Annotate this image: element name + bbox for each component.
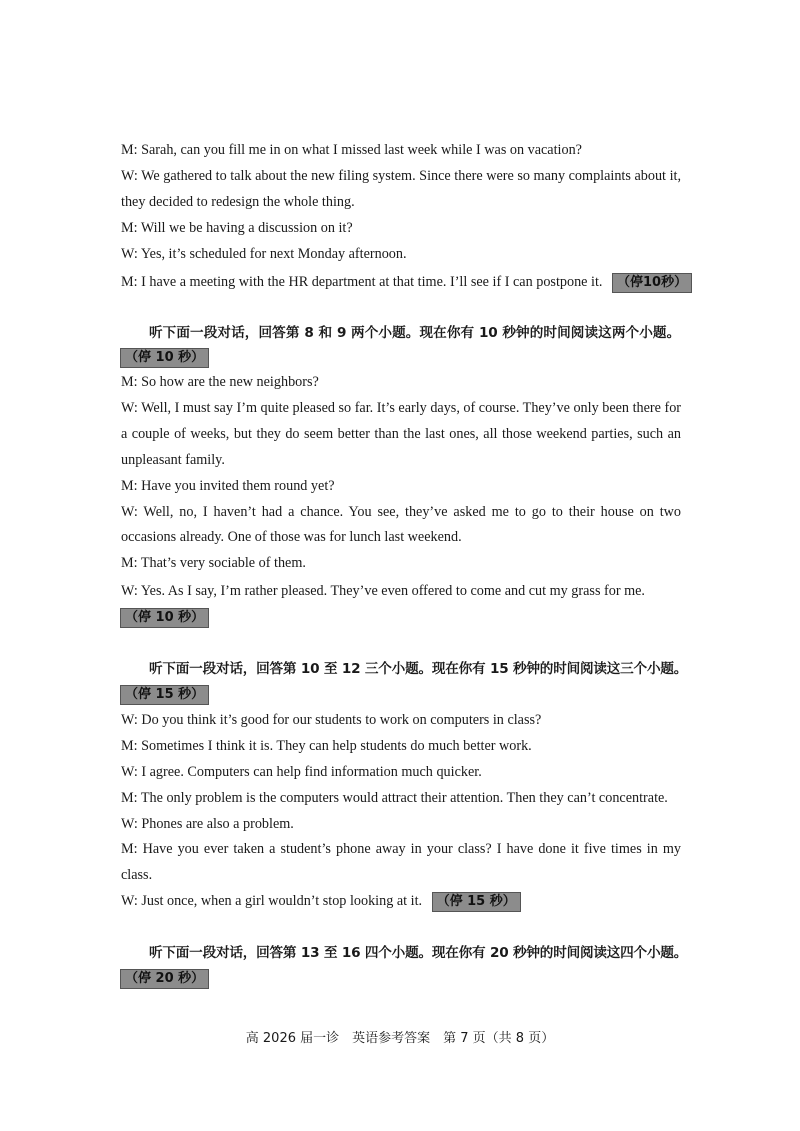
dialog-line: M: Sometimes I think it is. They can help students do much better work.	[121, 738, 532, 754]
dialog-line-text: W: Just once, when a girl wouldn’t stop looking at it.	[121, 893, 423, 909]
section-instruction: 听下面一段对话，回答第 8 和 9 两个小题。现在你有 10 秒钟的时间阅读这两个小题。	[149, 325, 680, 341]
dialog-line: W: We gathered to talk about the new filing system. Since there were so many complaints about it,	[121, 168, 681, 184]
dialog-line: class.	[121, 867, 153, 883]
dialog-line: M: Have you ever taken a student’s phone away in your class? I have done it five times in my	[121, 841, 681, 857]
pause-marker-start	[120, 969, 209, 989]
pause-marker-end	[120, 608, 209, 628]
pause-marker-start	[120, 685, 209, 705]
dialog-line: M: Sarah, can you fill me in on what I missed last week while I was on vacation?	[121, 142, 582, 158]
pause-marker: （停 10 秒）	[120, 348, 209, 368]
section-instruction: 听下面一段对话，回答第 13 至 16 四个小题。现在你有 20 秒钟的时间阅读这四个小题。	[149, 945, 688, 961]
section-instruction: 听下面一段对话，回答第 10 至 12 三个小题。现在你有 15 秒钟的时间阅读这三个小题。	[149, 661, 688, 677]
dialog-line: W: I agree. Computers can help find information much quicker.	[121, 764, 482, 780]
dialog-line: occasions already. One of those was for lunch last weekend.	[121, 529, 462, 545]
pause-marker: （停10秒）	[612, 273, 692, 293]
dialog-line: they decided to redesign the whole thing.	[121, 194, 355, 210]
dialog-line: W: Well, I must say I’m quite pleased so far. It’s early days, of course. They’ve only been there for	[121, 400, 682, 416]
dialog-line	[121, 892, 681, 912]
pause-marker-start	[120, 348, 209, 368]
dialog-line: M: That’s very sociable of them.	[121, 555, 306, 571]
dialog-line-text: M: I have a meeting with the HR department at that time. I’ll see if I can postpone it.	[121, 274, 603, 290]
dialog-line: W: Yes. As I say, I’m rather pleased. They’ve even offered to come and cut my grass for me.	[121, 583, 645, 599]
dialog-line: M: The only problem is the computers would attract their attention. Then they can’t concentrate.	[121, 790, 668, 806]
dialog-line: M: Will we be having a discussion on it?	[121, 220, 353, 236]
dialog-line: W: Well, no, I haven’t had a chance. You see, they’ve asked me to go to their house on two	[121, 504, 681, 520]
dialog-line: a couple of weeks, but they do seem better than the last ones, all those weekend parties, such an	[121, 426, 681, 442]
pause-marker: （停 10 秒）	[120, 608, 209, 628]
page-footer: 高 2026 届一诊 英语参考答案 第 7 页（共 8 页）	[245, 1031, 555, 1046]
pause-marker: （停 20 秒）	[120, 969, 209, 989]
dialog-line: M: Have you invited them round yet?	[121, 478, 335, 494]
dialog-line: M: So how are the new neighbors?	[121, 374, 319, 390]
pause-marker: （停 15 秒）	[120, 685, 209, 705]
dialog-line: W: Phones are also a problem.	[121, 816, 294, 832]
dialog-line: W: Yes, it’s scheduled for next Monday afternoon.	[121, 246, 407, 262]
dialog-line	[121, 273, 688, 293]
pause-marker: （停 15 秒）	[432, 892, 521, 912]
dialog-line: W: Do you think it’s good for our students to work on computers in class?	[121, 712, 542, 728]
dialog-line: unpleasant family.	[121, 452, 225, 468]
